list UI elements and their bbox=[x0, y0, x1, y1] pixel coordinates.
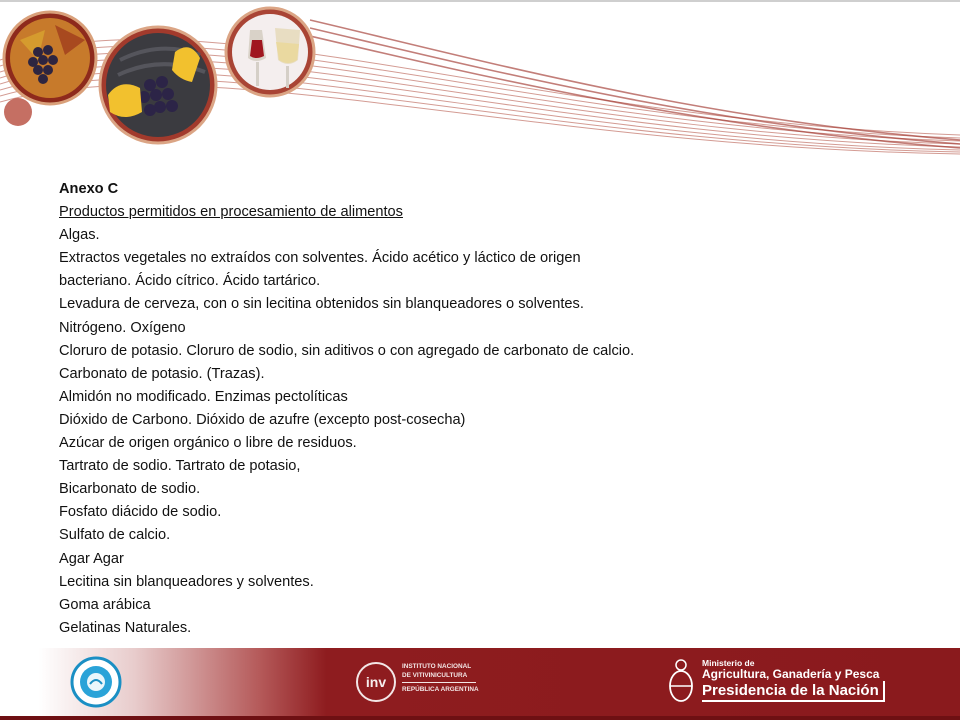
list-item: Nitrógeno. Oxígeno bbox=[59, 319, 186, 336]
list-item: Lecitina sin blanqueadores y solventes. bbox=[59, 573, 314, 590]
list-item: Goma arábica bbox=[59, 596, 151, 613]
list-item: Algas. bbox=[59, 227, 100, 244]
inv-line1: INSTITUTO NACIONAL bbox=[402, 663, 472, 670]
wine-glass-photo bbox=[226, 8, 314, 96]
list-item: Bicarbonato de sodio. bbox=[59, 481, 201, 498]
list-item: Levadura de cerveza, con o sin lecitina obtenidos sin blanqueadores o solventes. bbox=[59, 296, 584, 313]
list-item: Tartrato de sodio. Tartrato de potasio, bbox=[59, 458, 301, 475]
footer-bottom-line bbox=[0, 716, 960, 720]
ministry-line2: Agricultura, Ganadería y Pesca bbox=[702, 667, 880, 681]
inv-logo-text bbox=[402, 662, 479, 694]
inv-logo-mark: inv bbox=[356, 662, 396, 702]
list-item: Almidón no modificado. Enzimas pectolíticas bbox=[59, 388, 348, 405]
inv-divider bbox=[402, 682, 476, 683]
list-item: bacteriano. Ácido cítrico. Ácido tartárico. bbox=[59, 273, 321, 290]
ministry-line3: Presidencia de la Nación bbox=[702, 681, 885, 702]
list-item: Carbonato de potasio. (Trazas). bbox=[59, 365, 265, 382]
list-item: Gelatinas Naturales. bbox=[59, 619, 192, 636]
sun-crest-icon bbox=[668, 658, 694, 704]
list-item: Agar Agar bbox=[59, 550, 124, 567]
ministry-line1: Ministerio de bbox=[702, 658, 755, 668]
slide-subheading: Productos permitidos en procesamiento de alimentos bbox=[59, 204, 403, 221]
list-item: Azúcar de origen orgánico o libre de residuos. bbox=[59, 435, 357, 452]
list-item: Sulfato de calcio. bbox=[59, 527, 171, 544]
grape-photo bbox=[4, 12, 96, 104]
list-item: Cloruro de potasio. Cloruro de sodio, sin aditivos o con agregado de carbonato de calcio. bbox=[59, 342, 635, 359]
ribbon-stripes bbox=[310, 20, 960, 148]
header-banner bbox=[0, 0, 960, 160]
footer-bar bbox=[0, 648, 960, 720]
slide-content bbox=[59, 178, 879, 640]
list-item: Dióxido de Carbono. Dióxido de azufre (excepto post-cosecha) bbox=[59, 411, 466, 428]
seal-icon bbox=[70, 656, 122, 708]
slide-heading: Anexo C bbox=[59, 181, 119, 197]
harvest-photo bbox=[100, 27, 216, 143]
inv-line2: DE VITIVINICULTURA bbox=[402, 672, 468, 679]
list-item: Extractos vegetales no extraídos con solventes. Ácido acético y láctico de origen bbox=[59, 250, 581, 267]
ministry-text bbox=[702, 658, 885, 702]
inv-line3: REPÚBLICA ARGENTINA bbox=[402, 686, 479, 693]
list-item: Fosfato diácido de sodio. bbox=[59, 504, 222, 521]
